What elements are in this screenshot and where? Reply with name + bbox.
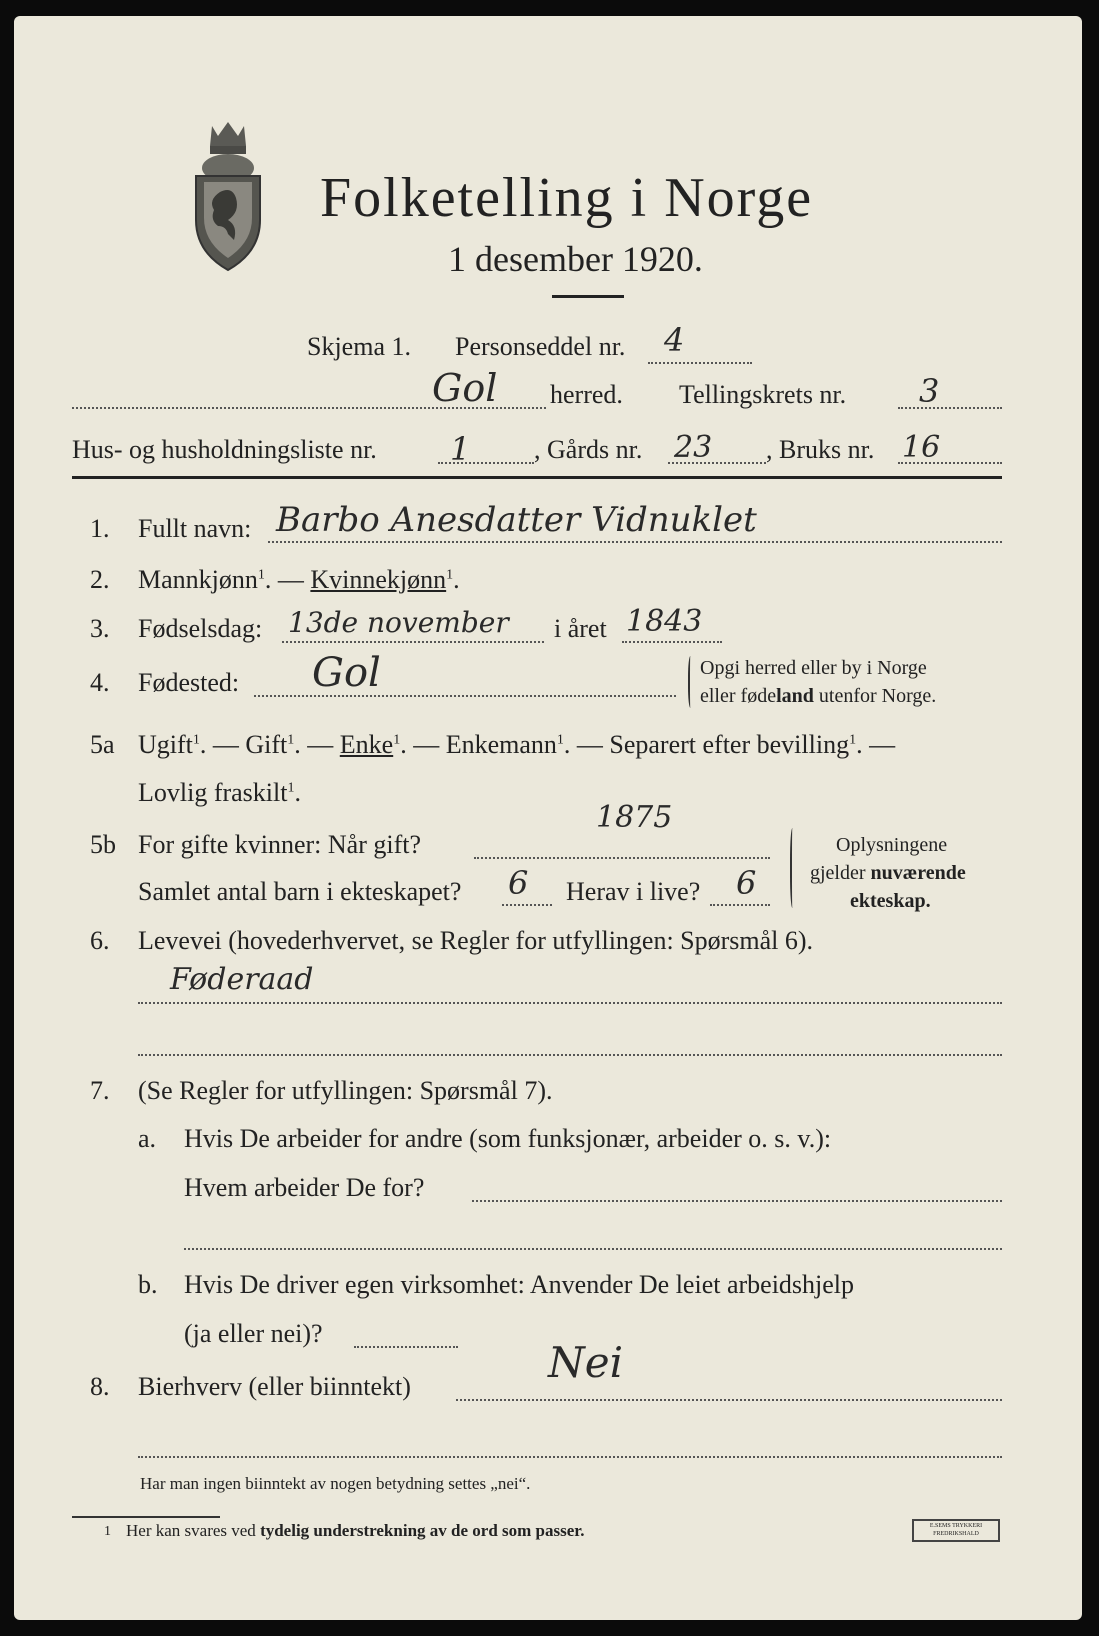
marital-options: Ugift$^1$. — Gift$^1$. — Enke$^1$. — Enkemann$^1$. — Separert efter bevilling$^1$. — bbox=[138, 730, 896, 759]
hus-label: Hus- og husholdningsliste nr. bbox=[72, 435, 377, 464]
option-mannkjonn: Mannkjønn bbox=[138, 565, 258, 594]
birthplace-value: Gol bbox=[312, 650, 381, 696]
q6-label: Levevei (hovederhvervet, se Regler for utfyllingen: Spørsmål 6). bbox=[138, 926, 814, 955]
title-divider bbox=[552, 295, 624, 298]
married-year-value: 1875 bbox=[596, 800, 673, 835]
q3-label: Fødselsdag: bbox=[138, 614, 263, 643]
gender-options: Mannkjønn$^1$. — Kvinnekjønn$^1$. bbox=[138, 565, 460, 594]
marital-option-lovlig: Lovlig fraskilt$^1$. bbox=[138, 778, 301, 807]
option-enke-underlined: Enke bbox=[339, 730, 394, 759]
footnote-number: 1 bbox=[104, 1524, 111, 1539]
q7b-text: Hvis De driver egen virksomhet: Anvender De leiet arbeidshjelp bbox=[184, 1270, 855, 1299]
birthdate-value: 13de november bbox=[288, 606, 509, 639]
coat-of-arms-icon bbox=[190, 116, 266, 274]
note-brace-2 bbox=[790, 828, 796, 908]
q2-number: 2. bbox=[90, 565, 110, 594]
form-title: Folketelling i Norge bbox=[320, 167, 814, 229]
q8-number: 8. bbox=[90, 1372, 110, 1401]
bruks-label: , Bruks nr. bbox=[766, 435, 875, 464]
birthplace-note-1: Opgi herred eller by i Norge bbox=[700, 657, 927, 679]
personseddel-value: 4 bbox=[664, 321, 685, 359]
marriage-note-1: Oplysningene bbox=[836, 834, 948, 856]
herred-value: Gol bbox=[432, 366, 498, 410]
q6-number: 6. bbox=[90, 926, 110, 955]
q7b-letter: b. bbox=[138, 1270, 158, 1299]
q7a-question: Hvem arbeider De for? bbox=[184, 1173, 425, 1202]
q1-label: Fullt navn: bbox=[138, 514, 252, 543]
married-when-label: For gifte kvinner: Når gift? bbox=[138, 830, 422, 859]
option-kvinnekjonn-underlined: Kvinnekjønn bbox=[310, 565, 447, 594]
birthplace-note-2: eller fødeland utenfor Norge. bbox=[700, 685, 937, 707]
bruks-value: 16 bbox=[902, 430, 941, 465]
q7a-text: Hvis De arbeider for andre (som funksjonær, arbeider o. s. v.): bbox=[184, 1124, 832, 1153]
full-name-value: Barbo Anesdatter Vidnuklet bbox=[276, 500, 757, 540]
alive-value: 6 bbox=[736, 864, 757, 902]
q7b-question: (ja eller nei)? bbox=[184, 1319, 323, 1348]
gards-value: 23 bbox=[674, 430, 713, 465]
side-income-note: Har man ingen biinntekt av nogen betydning settes „nei“. bbox=[140, 1474, 531, 1493]
marriage-note-3: ekteskap. bbox=[850, 890, 931, 912]
year-label: i året bbox=[554, 614, 607, 643]
skjema-label: Skjema 1. bbox=[307, 332, 411, 361]
tellingskrets-value: 3 bbox=[919, 372, 940, 410]
gards-label: , Gårds nr. bbox=[534, 435, 643, 464]
herred-label: herred. bbox=[550, 380, 623, 409]
q5b-number: 5b bbox=[90, 830, 116, 859]
q4-label: Fødested: bbox=[138, 668, 240, 697]
marriage-note-2: gjelder nuværende bbox=[810, 862, 966, 884]
occupation-value: Føderaad bbox=[170, 962, 314, 997]
footnote-rule bbox=[72, 1516, 220, 1518]
printer-stamp: E.SEMS TRYKKERI FREDRIKSHALD bbox=[912, 1519, 1000, 1542]
hus-value: 1 bbox=[450, 430, 471, 468]
children-label: Samlet antal barn i ekteskapet? bbox=[138, 877, 462, 906]
birth-year-value: 1843 bbox=[626, 604, 703, 639]
note-brace bbox=[688, 656, 694, 708]
form-date: 1 desember 1920. bbox=[448, 239, 703, 279]
q5a-number: 5a bbox=[90, 730, 115, 759]
header-rule bbox=[72, 476, 1002, 479]
q8-label: Bierhverv (eller biinntekt) bbox=[138, 1372, 411, 1401]
q7-number: 7. bbox=[90, 1076, 110, 1105]
q7-label: (Se Regler for utfyllingen: Spørsmål 7). bbox=[138, 1076, 553, 1105]
q1-number: 1. bbox=[90, 514, 110, 543]
footnote-text: Her kan svares ved tydelig understrekning av de ord som passer. bbox=[126, 1521, 585, 1540]
children-value: 6 bbox=[508, 864, 529, 902]
personseddel-label: Personseddel nr. bbox=[455, 332, 626, 361]
q7a-letter: a. bbox=[138, 1124, 157, 1153]
q4-number: 4. bbox=[90, 668, 110, 697]
q3-number: 3. bbox=[90, 614, 110, 643]
census-form bbox=[14, 16, 1082, 1620]
alive-label: Herav i live? bbox=[566, 877, 701, 906]
side-income-value: Nei bbox=[548, 1338, 624, 1387]
tellingskrets-label: Tellingskrets nr. bbox=[679, 380, 847, 409]
